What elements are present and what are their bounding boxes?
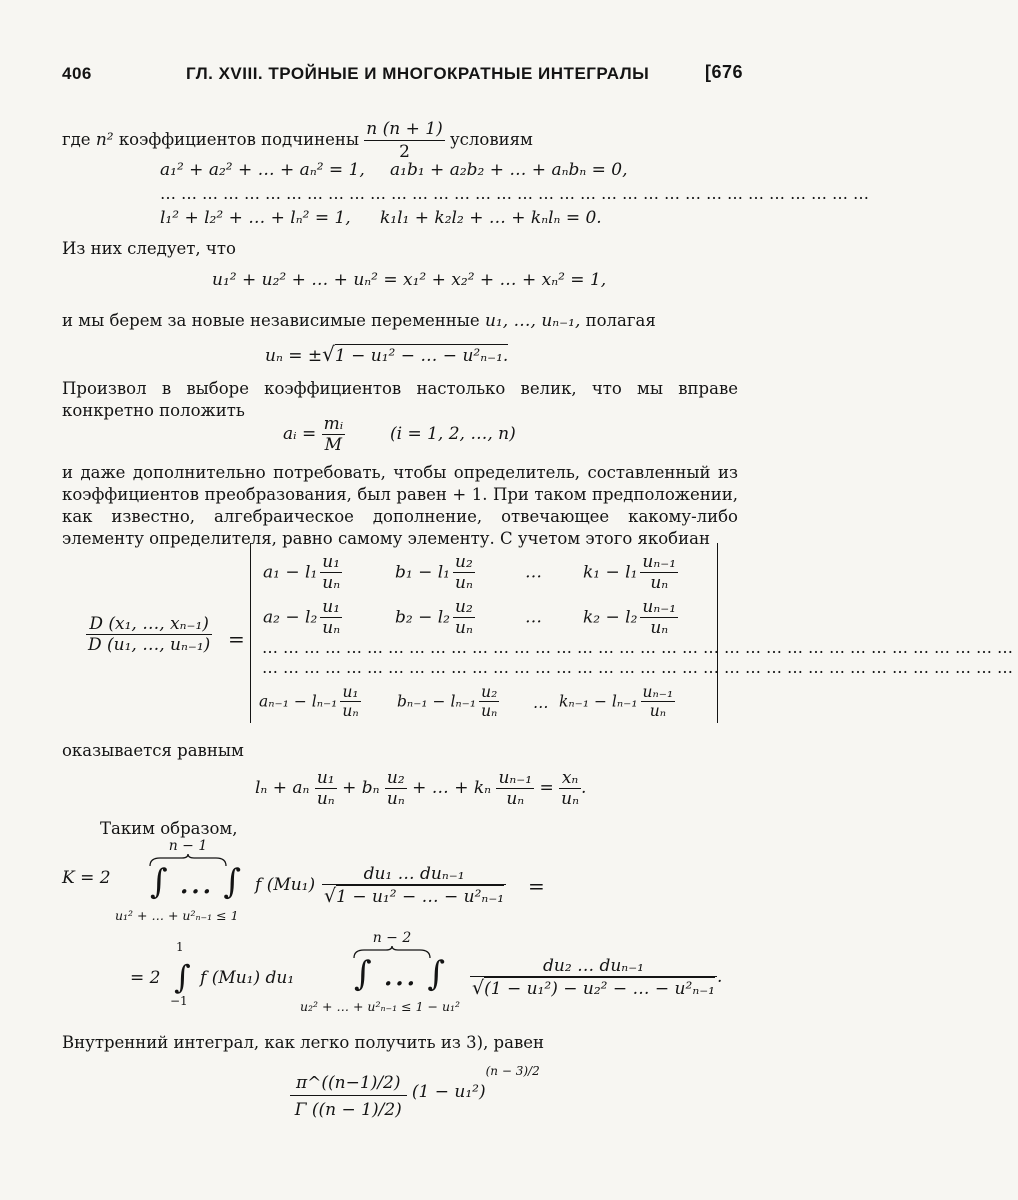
- cell-term: a₂ − l₂: [263, 607, 318, 628]
- fraction: [322, 864, 506, 907]
- sqrt-icon: √: [324, 885, 337, 907]
- term: lₙ + aₙ: [255, 778, 310, 798]
- determinant-left-bar: [250, 543, 251, 723]
- fraction-denominator: [470, 977, 717, 999]
- equation-row-1-right: a₁b₁ + a₂b₂ + … + aₙbₙ = 0,: [390, 160, 628, 180]
- paragraph-3: [62, 310, 656, 332]
- fraction: [641, 683, 676, 720]
- factor: (1 − u₁²): [411, 1082, 486, 1102]
- running-title: ГЛ. XVIII. ТРОЙНЫЕ И МНОГОКРАТНЫЕ ИНТЕГРАЛЫ: [186, 64, 650, 83]
- text-fragment: условиям: [449, 130, 533, 149]
- fraction-denominator: uₙ: [322, 573, 341, 593]
- equation-4-lhs: uₙ = ±: [265, 346, 323, 366]
- equals-sign: =: [539, 778, 554, 798]
- fraction-denominator: uₙ: [650, 573, 669, 593]
- fraction: [479, 683, 499, 720]
- fraction-denominator: M: [324, 435, 343, 455]
- fraction-denominator: uₙ: [386, 789, 405, 809]
- integration-domain: u₁² + … + u²ₙ₋₁ ≤ 1: [115, 908, 239, 923]
- fraction-denominator: uₙ: [455, 618, 473, 638]
- equation-5-lhs: aᵢ =: [283, 424, 317, 444]
- fraction: [640, 552, 678, 593]
- math-n-squared: n²: [95, 130, 114, 150]
- cell-term: …: [525, 562, 542, 583]
- paragraph-1: [62, 118, 533, 163]
- integrand-fraction: [322, 864, 506, 907]
- cell-term: …: [525, 607, 542, 628]
- dotted-line: ………………………………………………………………………………………………: [262, 638, 1018, 657]
- determinant-cell: [395, 552, 475, 593]
- equation-4: [265, 342, 508, 366]
- cell-term: k₂ − l₂: [583, 607, 638, 628]
- determinant-cell: [583, 597, 678, 638]
- determinant-cell: [525, 607, 542, 628]
- equation-3: u₁² + u₂² + … + uₙ² = x₁² + x₂² + … + xₙ² = 1,: [212, 270, 607, 290]
- fraction-denominator: 2: [399, 142, 410, 162]
- equation-7-lhs: K = 2: [62, 868, 111, 888]
- fraction: [470, 956, 717, 999]
- determinant-cell: [533, 693, 549, 712]
- fraction-denominator: uₙ: [342, 702, 359, 720]
- equation-row-2-left: l₁² + l₂² + … + lₙ² = 1,: [160, 208, 351, 228]
- fraction: [640, 597, 678, 638]
- equation-5: [283, 414, 516, 455]
- fraction-numerator: n (n + 1): [366, 119, 443, 139]
- equation-row-1-left: a₁² + a₂² + … + aₙ² = 1,: [160, 160, 365, 180]
- determinant-cell: [397, 683, 499, 720]
- page-number: 406: [62, 64, 92, 83]
- fraction-numerator: u₁: [340, 683, 360, 702]
- fraction-denominator: uₙ: [561, 789, 579, 809]
- equals-sign: =: [228, 627, 245, 651]
- period: .: [580, 778, 587, 798]
- equals-sign: =: [528, 874, 545, 898]
- fraction-numerator: xₙ: [559, 768, 581, 789]
- sqrt-radicand: 1 − u₁² − … − u²ₙ₋₁: [336, 887, 505, 907]
- fraction-denominator: uₙ: [481, 702, 498, 720]
- cell-term: b₁ − l₁: [395, 562, 451, 583]
- coef-fraction: [364, 118, 444, 163]
- determinant-cell: [559, 683, 675, 720]
- fraction: [559, 768, 581, 809]
- paragraph-2: Из них следует, что: [62, 239, 236, 258]
- multiple-integral: ∫ … ∫: [354, 954, 446, 994]
- fraction-numerator: u₁: [320, 597, 342, 618]
- fraction-numerator: uₙ₋₁: [642, 597, 677, 617]
- text-fragment: коэффициентов подчинены: [118, 130, 360, 149]
- integration-domain: u₂² + … + u²ₙ₋₁ ≤ 1 − u₁²: [300, 999, 461, 1014]
- fraction: [315, 768, 337, 809]
- determinant-right-bar: [717, 543, 718, 723]
- fraction: [320, 597, 342, 638]
- equation-6: [255, 768, 586, 809]
- fraction-denominator: D (u₁, …, uₙ₋₁): [88, 635, 211, 655]
- cell-term: …: [533, 694, 549, 712]
- fraction: [385, 768, 407, 809]
- paragraph-8: Внутренний интеграл, как легко получить из 3), равен: [62, 1033, 545, 1052]
- fraction-numerator: u₂: [453, 597, 475, 618]
- fraction-numerator: u₁: [320, 552, 342, 573]
- integral-upper-limit: 1: [176, 940, 184, 954]
- fraction-denominator: Γ ((n − 1)/2): [294, 1100, 402, 1120]
- math-variables: u₁, …, uₙ₋₁,: [484, 311, 581, 331]
- fraction-numerator: uₙ₋₁: [498, 768, 533, 788]
- fraction-denominator: uₙ: [455, 573, 473, 593]
- equation-5-range: (i = 1, 2, …, n): [389, 424, 516, 444]
- fraction-numerator: u₂: [385, 768, 407, 789]
- integrand-function: f (Mu₁): [255, 875, 316, 895]
- outer-integrand: f (Mu₁) du₁: [200, 968, 295, 988]
- determinant-cell: [583, 552, 678, 593]
- fraction: [320, 552, 342, 593]
- cell-term: bₙ₋₁ − lₙ₋₁: [397, 692, 477, 711]
- text-fragment: полагая: [585, 311, 656, 330]
- fraction-denominator: [322, 885, 506, 907]
- equation-row-2-right: k₁l₁ + k₂l₂ + … + kₙlₙ = 0.: [380, 208, 602, 228]
- text-fragment: где: [62, 130, 91, 149]
- fraction-numerator: D (x₁, …, xₙ₋₁): [86, 614, 212, 635]
- exponent: (n − 3)/2: [485, 1064, 540, 1078]
- determinant-cell: [525, 562, 542, 583]
- cell-term: a₁ − l₁: [263, 562, 318, 583]
- cell-term: k₁ − l₁: [583, 562, 638, 583]
- jacobian-fraction: [86, 614, 212, 655]
- determinant-cell: [395, 597, 475, 638]
- fraction-denominator: uₙ: [650, 618, 669, 638]
- cell-term: b₂ − l₂: [395, 607, 451, 628]
- paragraph-7: Таким образом,: [100, 819, 238, 838]
- fraction-denominator: uₙ: [649, 702, 667, 720]
- inner-integrand-fraction: [470, 956, 722, 999]
- section-number: [676: [705, 62, 744, 82]
- dotted-line: …………………………………………………………………………………………: [160, 184, 874, 203]
- sqrt-radicand: 1 − u₁² − … − u²ₙ₋₁.: [334, 346, 509, 366]
- text-fragment: и мы берем за новые независимые переменные: [62, 311, 480, 330]
- fraction-numerator: du₂ … duₙ₋₁: [470, 956, 717, 977]
- equation-5-fraction: [322, 414, 346, 455]
- fraction-numerator: uₙ₋₁: [642, 552, 677, 572]
- cell-term: aₙ₋₁ − lₙ₋₁: [259, 692, 338, 711]
- term: + … + kₙ: [412, 778, 492, 798]
- fraction-denominator: uₙ: [316, 789, 335, 809]
- paragraph-6: оказывается равным: [62, 741, 244, 760]
- fraction-numerator: π^((n−1)/2): [290, 1065, 407, 1096]
- equation-9: [290, 1064, 540, 1120]
- fraction-numerator: du₁ … duₙ₋₁: [322, 864, 506, 885]
- paragraph-4: Произвол в выборе коэффициентов настолько велик, что мы вправе конкретно положить: [62, 379, 738, 420]
- fraction: [453, 552, 475, 593]
- fraction: [496, 768, 534, 809]
- determinant-cell: [263, 597, 342, 638]
- integral-lower-limit: −1: [170, 994, 188, 1008]
- integral-sign-icon: ∫: [174, 958, 191, 996]
- paragraph-5: и даже дополнительно потребовать, чтобы определитель, составленный из коэффициентов преобразования, был равен + 1. При таком предположении, как известно, алгебраическое дополнение, отвечающее какому-либо элементу определителя, равно самому элементу. С учетом этого якобиан: [62, 463, 738, 548]
- fraction-denominator: uₙ: [506, 789, 525, 809]
- brace-label: n − 1: [168, 838, 208, 854]
- determinant-cell: [259, 683, 361, 720]
- determinant-cell: [263, 552, 342, 593]
- fraction-denominator: uₙ: [322, 618, 341, 638]
- equation-8-lhs: = 2: [130, 968, 161, 988]
- fraction-numerator: u₂: [479, 683, 499, 702]
- fraction: [340, 683, 360, 720]
- term: + bₙ: [342, 778, 380, 798]
- sqrt-icon: √: [472, 977, 485, 999]
- sqrt-radicand: (1 − u₁²) − u₂² − … − u²ₙ₋₁: [484, 979, 715, 999]
- period: .: [717, 967, 723, 987]
- multiple-integral: ∫ … ∫: [150, 862, 242, 902]
- fraction-numerator: mᵢ: [323, 414, 344, 434]
- dotted-line: ………………………………………………………………………………………………: [262, 658, 1018, 677]
- jacobian-quotient: [86, 614, 212, 655]
- cell-term: kₙ₋₁ − lₙ₋₁: [559, 692, 638, 711]
- fraction: [290, 1065, 407, 1120]
- fraction-numerator: uₙ₋₁: [642, 683, 674, 701]
- sqrt-icon: √: [322, 342, 335, 366]
- fraction: [453, 597, 475, 638]
- fraction-numerator: u₂: [453, 552, 475, 573]
- fraction-numerator: u₁: [315, 768, 337, 789]
- brace-label: n − 2: [372, 930, 412, 946]
